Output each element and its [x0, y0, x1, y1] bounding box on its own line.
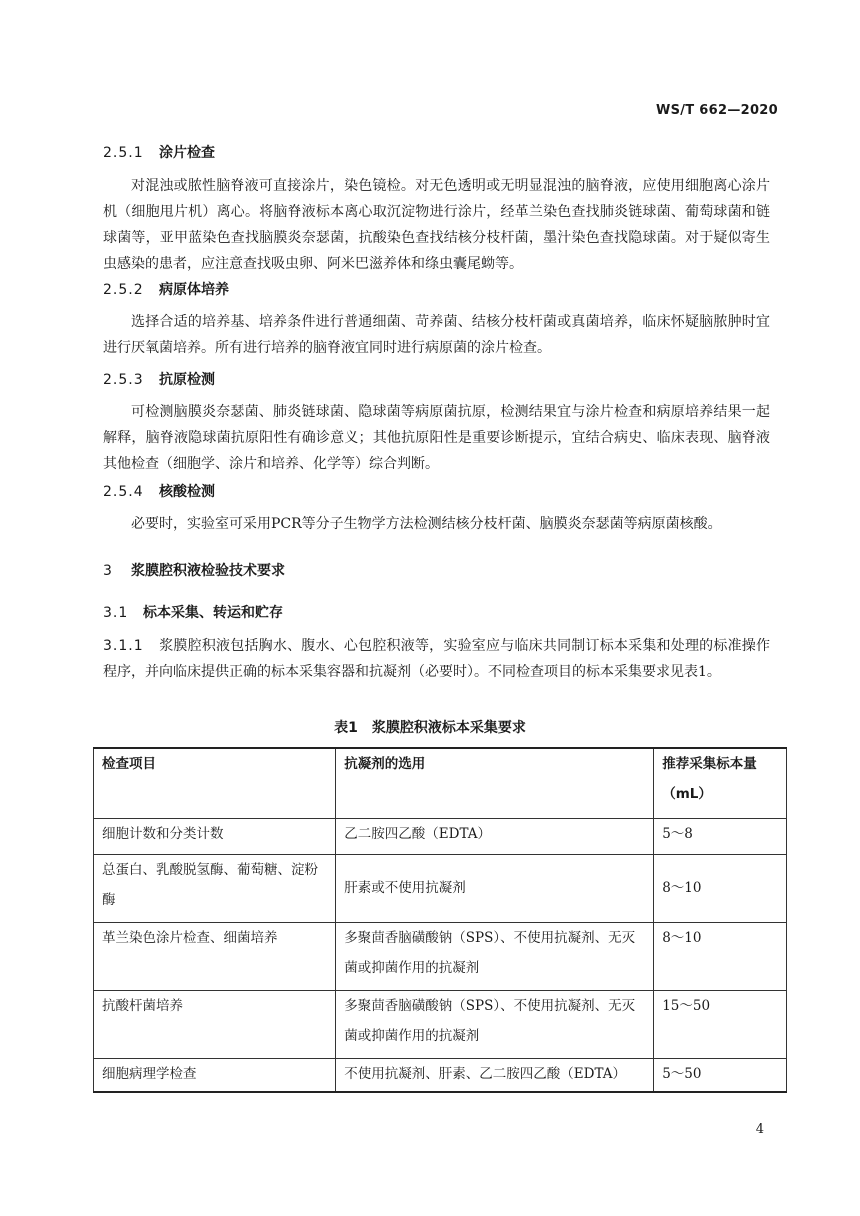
cell-test-item: 总蛋白、乳酸脱氢酶、葡萄糖、淀粉酶	[94, 854, 336, 922]
table-title: 表1 浆膜腔积液标本采集要求	[334, 720, 526, 736]
table-row	[94, 922, 787, 990]
section-number: 2.5.1	[103, 145, 144, 161]
section-number: 3.1	[103, 605, 129, 621]
standard-code: WS/T 662—2020	[655, 103, 778, 118]
header-anticoagulant: 抗凝剂的选用	[336, 748, 654, 818]
section-title: 涂片检查	[159, 145, 215, 161]
section-title: 浆膜腔积液检验技术要求	[131, 563, 285, 579]
cell-anticoagulant: 多聚茴香脑磺酸钠（SPS）、不使用抗凝剂、无灭菌或抑菌作用的抗凝剂	[336, 922, 654, 990]
section-title: 抗原检测	[159, 372, 215, 388]
cell-anticoagulant: 不使用抗凝剂、肝素、乙二胺四乙酸（EDTA）	[336, 1058, 654, 1092]
section-title: 标本采集、转运和贮存	[143, 605, 283, 621]
section-title: 核酸检测	[159, 484, 215, 500]
cell-volume: 8～10	[654, 922, 787, 990]
paragraph-antigen-detection	[103, 399, 770, 477]
header-test-item: 检查项目	[94, 748, 336, 818]
paragraph-text: 选择合适的培养基、培养条件进行普通细菌、苛养菌、结核分枝杆菌或真菌培养，临床怀疑脑脓肿时宜进行厌氧菌培养。所有进行培养的脑脊液宜同时进行病原菌的涂片检查。	[103, 314, 770, 356]
section-heading-2-5-1	[103, 142, 215, 162]
section-number: 2.5.4	[103, 484, 144, 500]
section-heading-2-5-3	[103, 369, 215, 389]
section-number: 3	[103, 563, 113, 579]
paragraph-text: 对混浊或脓性脑脊液可直接涂片，染色镜检。对无色透明或无明显混浊的脑脊液，应使用细胞离心涂片机（细胞甩片机）离心。将脑脊液标本离心取沉淀物进行涂片，经革兰染色查找肺炎链球菌、葡萄球菌和链球菌等，亚甲蓝染色查找脑膜炎奈瑟菌，抗酸染色查找结核分枝杆菌，墨汁染色查找隐球菌。对于疑似寄生虫感染的患者，应注意查找吸虫卵、阿米巴滋养体和绦虫囊尾蚴等。	[103, 178, 770, 272]
section-heading-2-5-2	[103, 279, 229, 299]
cell-volume: 15～50	[654, 990, 787, 1058]
paragraph-nucleic-acid	[103, 511, 770, 537]
table-row	[94, 990, 787, 1058]
header-volume: 推荐采集标本量（mL）	[654, 748, 787, 818]
section-heading-2-5-4	[103, 481, 215, 501]
table-header-row	[94, 748, 787, 818]
section-title: 病原体培养	[159, 282, 229, 298]
cell-test-item: 抗酸杆菌培养	[94, 990, 336, 1058]
paragraph-smear-exam	[103, 173, 770, 277]
paragraph-text: 必要时，实验室可采用PCR等分子生物学方法检测结核分枝杆菌、脑膜炎奈瑟菌等病原菌核酸。	[131, 516, 722, 532]
cell-volume: 5～50	[654, 1058, 787, 1092]
paragraph-text	[103, 633, 770, 685]
section-number: 2.5.3	[103, 372, 144, 388]
cell-test-item: 革兰染色涂片检查、细菌培养	[94, 922, 336, 990]
clause-text: 浆膜腔积液包括胸水、腹水、心包腔积液等，实验室应与临床共同制订标本采集和处理的标准操作程序，并向临床提供正确的标本采集容器和抗凝剂（必要时）。不同检查项目的标本采集要求见表1。	[103, 638, 770, 680]
cell-anticoagulant: 多聚茴香脑磺酸钠（SPS）、不使用抗凝剂、无灭菌或抑菌作用的抗凝剂	[336, 990, 654, 1058]
cell-volume: 5～8	[654, 818, 787, 854]
page-number: 4	[755, 1122, 764, 1137]
cell-anticoagulant: 肝素或不使用抗凝剂	[336, 854, 654, 922]
table-row	[94, 1058, 787, 1092]
paragraph-pathogen-culture	[103, 309, 770, 361]
section-number: 2.5.2	[103, 282, 144, 298]
table-row	[94, 854, 787, 922]
section-heading-3-1	[103, 602, 283, 622]
table-row	[94, 818, 787, 854]
clause-number: 3.1.1	[103, 638, 144, 654]
cell-anticoagulant: 乙二胺四乙酸（EDTA）	[336, 818, 654, 854]
paragraph-text: 可检测脑膜炎奈瑟菌、肺炎链球菌、隐球菌等病原菌抗原，检测结果宜与涂片检查和病原培养结果一起解释，脑脊液隐球菌抗原阳性有确诊意义；其他抗原阳性是重要诊断提示，宜结合病史、临床表现、脑脊液其他检查（细胞学、涂片和培养、化学等）综合判断。	[103, 404, 770, 472]
specimen-requirements-table	[93, 747, 787, 1093]
paragraph-3-1-1	[103, 633, 770, 685]
section-heading-3	[103, 560, 285, 580]
cell-test-item: 细胞计数和分类计数	[94, 818, 336, 854]
cell-test-item: 细胞病理学检查	[94, 1058, 336, 1092]
cell-volume: 8～10	[654, 854, 787, 922]
